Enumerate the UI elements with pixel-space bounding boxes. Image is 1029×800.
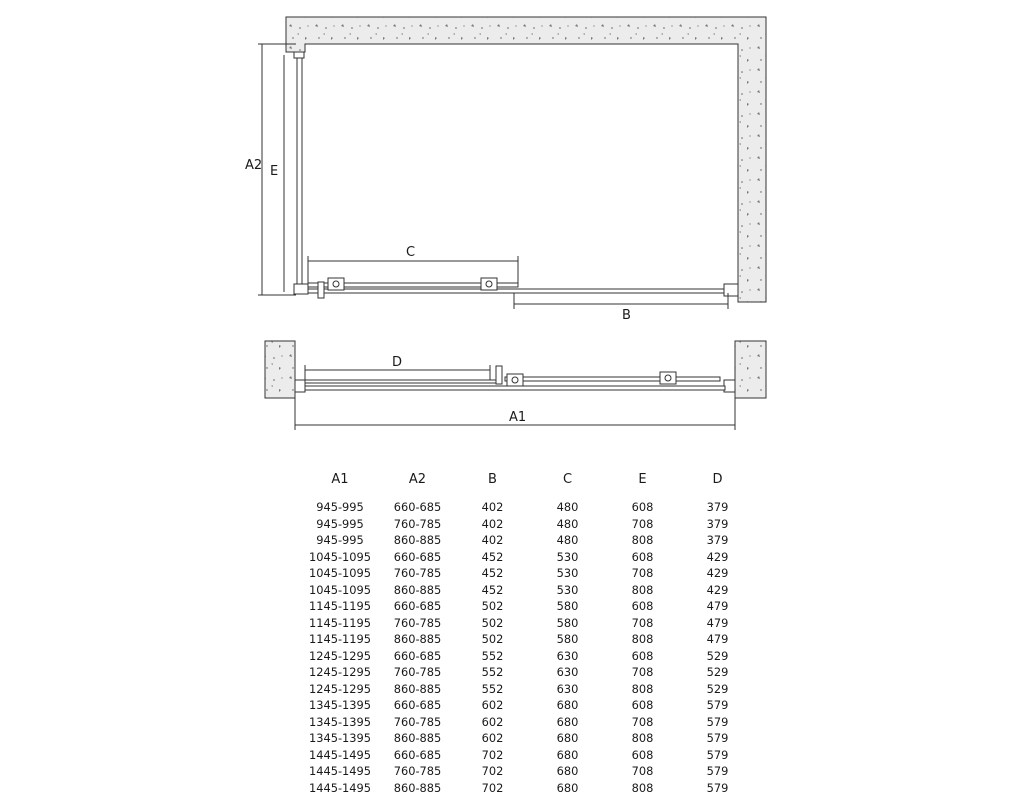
table-cell: 579 (706, 764, 729, 778)
table-cell: 760-785 (393, 516, 442, 531)
table-cell: 480 (556, 533, 579, 547)
table-cell: 402 (481, 500, 504, 514)
table-cell: 1045-1095 (308, 582, 372, 597)
table-cell: 1045-1095 (308, 566, 372, 580)
table-cell: 479 (706, 632, 729, 646)
table-cell: 602 (481, 698, 504, 712)
table-cell: 860-885 (393, 681, 442, 696)
table-cell: 579 (706, 698, 729, 712)
table-cell: 760-785 (393, 714, 442, 729)
table-cell: 579 (706, 731, 729, 745)
col-header: D (712, 471, 723, 487)
col-header: A2 (408, 471, 427, 487)
table-cell: 1345-1395 (308, 731, 372, 745)
table-cell: 552 (481, 648, 504, 663)
table-cell: 1145-1195 (308, 599, 372, 613)
table-cell: 579 (706, 714, 729, 729)
corner-bracket (294, 284, 308, 294)
table-cell: 708 (631, 615, 654, 630)
left-fixed-panel (297, 52, 302, 292)
table-cell: 529 (706, 648, 729, 663)
table-cell: 1045-1095 (308, 549, 372, 564)
table-cell: 630 (556, 681, 579, 696)
table-cell: 680 (556, 780, 579, 795)
table-cell: 945-995 (316, 516, 364, 531)
table-cell: 530 (556, 566, 579, 580)
table-cell: 1245-1295 (308, 665, 372, 679)
table-cell: 502 (481, 615, 504, 630)
table-cell: 579 (706, 747, 729, 762)
right-wall-bracket (724, 284, 738, 296)
table-cell: 630 (556, 665, 579, 679)
dimensions-table (300, 468, 755, 796)
table-cell: 529 (706, 665, 729, 679)
dim-b-label: B (622, 308, 631, 323)
table-row (300, 697, 755, 714)
table-cell: 702 (481, 747, 504, 762)
table-cell: 1445-1495 (308, 764, 372, 778)
table-cell: 760-785 (393, 665, 442, 679)
top-plan-view (245, 17, 766, 323)
table-cell: 630 (556, 648, 579, 663)
table-row (300, 532, 755, 549)
table-cell: 429 (706, 566, 729, 580)
table-cell: 708 (631, 714, 654, 729)
table-cell: 602 (481, 714, 504, 729)
table-row (300, 615, 755, 632)
col-header: C (562, 471, 573, 487)
table-cell: 529 (706, 681, 729, 696)
table-row (300, 780, 755, 797)
handle-bottom (496, 366, 502, 384)
table-cell: 452 (481, 549, 504, 564)
table-cell: 660-685 (393, 747, 442, 762)
table-body (300, 499, 755, 796)
left-door-rail-bottom (305, 380, 500, 383)
table-row (300, 516, 755, 533)
roller-a (507, 374, 523, 386)
table-cell: 608 (631, 599, 654, 613)
right-wall (735, 341, 766, 398)
table-cell: 530 (556, 549, 579, 564)
table-cell: 808 (631, 582, 654, 597)
table-cell: 452 (481, 566, 504, 580)
table-cell: 479 (706, 599, 729, 613)
right-bracket (724, 380, 735, 392)
dim-a2-label: A2 (245, 158, 263, 173)
table-cell: 1445-1495 (308, 747, 372, 762)
table-cell: 808 (631, 780, 654, 795)
table-cell: 708 (631, 665, 654, 679)
table-cell: 808 (631, 632, 654, 646)
table-row (300, 763, 755, 780)
table-cell: 452 (481, 582, 504, 597)
table-cell: 608 (631, 698, 654, 712)
left-wall (265, 341, 295, 398)
table-cell: 502 (481, 599, 504, 613)
col-header: A1 (331, 471, 349, 487)
table-cell: 479 (706, 615, 729, 630)
table-cell: 480 (556, 500, 579, 514)
dim-c-label: C (406, 245, 416, 260)
table-cell: 502 (481, 632, 504, 646)
roller-b (660, 372, 676, 384)
table-cell: 760-785 (393, 615, 442, 630)
table-cell: 680 (556, 747, 579, 762)
table-row (300, 714, 755, 731)
table-cell: 760-785 (393, 566, 442, 580)
table-cell: 1145-1195 (308, 615, 372, 630)
col-header: B (488, 471, 497, 487)
table-cell: 1245-1295 (308, 681, 372, 696)
table-cell: 860-885 (393, 780, 442, 795)
table-cell: 702 (481, 764, 504, 778)
handle (318, 282, 324, 298)
table-cell: 1345-1395 (308, 714, 372, 729)
table-cell: 608 (631, 648, 654, 663)
table-cell: 580 (556, 599, 579, 613)
table-cell: 530 (556, 582, 579, 597)
table-row (300, 631, 755, 648)
fixed-panel-rail-bottom (305, 386, 725, 390)
dim-e-label: E (270, 164, 279, 179)
left-bracket (295, 380, 305, 392)
table-cell: 860-885 (393, 582, 442, 597)
fixed-panel-rail (308, 289, 736, 293)
table-row (300, 565, 755, 582)
table-cell: 708 (631, 566, 654, 580)
table-cell: 580 (556, 615, 579, 630)
table-cell: 660-685 (393, 648, 442, 663)
table-cell: 945-995 (316, 500, 364, 514)
table-cell: 808 (631, 681, 654, 696)
table-cell: 660-685 (393, 549, 442, 564)
table-row (300, 549, 755, 566)
table-row (300, 582, 755, 599)
table-cell: 860-885 (393, 533, 442, 547)
table-cell: 1345-1395 (308, 698, 372, 712)
table-cell: 680 (556, 698, 579, 712)
table-cell: 402 (481, 533, 504, 547)
table-row (300, 730, 755, 747)
wall-l-shape (286, 17, 766, 302)
table-cell: 660-685 (393, 599, 442, 613)
table-cell: 708 (631, 516, 654, 531)
table-cell: 860-885 (393, 731, 442, 745)
table-cell: 945-995 (316, 533, 364, 547)
table-row (300, 598, 755, 615)
table-cell: 379 (706, 500, 729, 514)
table-cell: 1245-1295 (308, 648, 372, 663)
table-cell: 808 (631, 731, 654, 745)
table-cell: 552 (481, 665, 504, 679)
table-cell: 680 (556, 714, 579, 729)
table-cell: 429 (706, 582, 729, 597)
dim-a1-label: A1 (509, 410, 527, 425)
table-cell: 760-785 (393, 764, 442, 778)
table-cell: 402 (481, 516, 504, 531)
table-cell: 480 (556, 516, 579, 531)
table-cell: 680 (556, 731, 579, 745)
table-cell: 708 (631, 764, 654, 778)
table-cell: 1145-1195 (308, 632, 372, 646)
roller-right (481, 278, 497, 290)
table-cell: 429 (706, 549, 729, 564)
table-row (300, 747, 755, 764)
table-row (300, 664, 755, 681)
table-row (300, 681, 755, 698)
dim-d-label: D (392, 355, 403, 370)
left-panel-bracket (294, 52, 304, 58)
bottom-plan-view (265, 341, 766, 430)
table-cell: 808 (631, 533, 654, 547)
table-cell: 860-885 (393, 632, 442, 646)
roller-left (328, 278, 344, 290)
table-cell: 702 (481, 780, 504, 795)
table-cell: 580 (556, 632, 579, 646)
table-cell: 552 (481, 681, 504, 696)
table-cell: 660-685 (393, 500, 442, 514)
table-cell: 379 (706, 533, 729, 547)
table-cell: 608 (631, 747, 654, 762)
col-header: E (638, 471, 647, 487)
table-cell: 602 (481, 731, 504, 745)
table-header-row (300, 468, 755, 499)
table-cell: 1445-1495 (308, 780, 372, 795)
table-cell: 608 (631, 500, 654, 514)
table-cell: 680 (556, 764, 579, 778)
table-cell: 579 (706, 780, 729, 795)
table-cell: 608 (631, 549, 654, 564)
table-cell: 660-685 (393, 698, 442, 712)
table-row (300, 648, 755, 665)
sliding-door-rail-bottom (505, 377, 720, 381)
table-cell: 379 (706, 516, 729, 531)
table-row (300, 499, 755, 516)
